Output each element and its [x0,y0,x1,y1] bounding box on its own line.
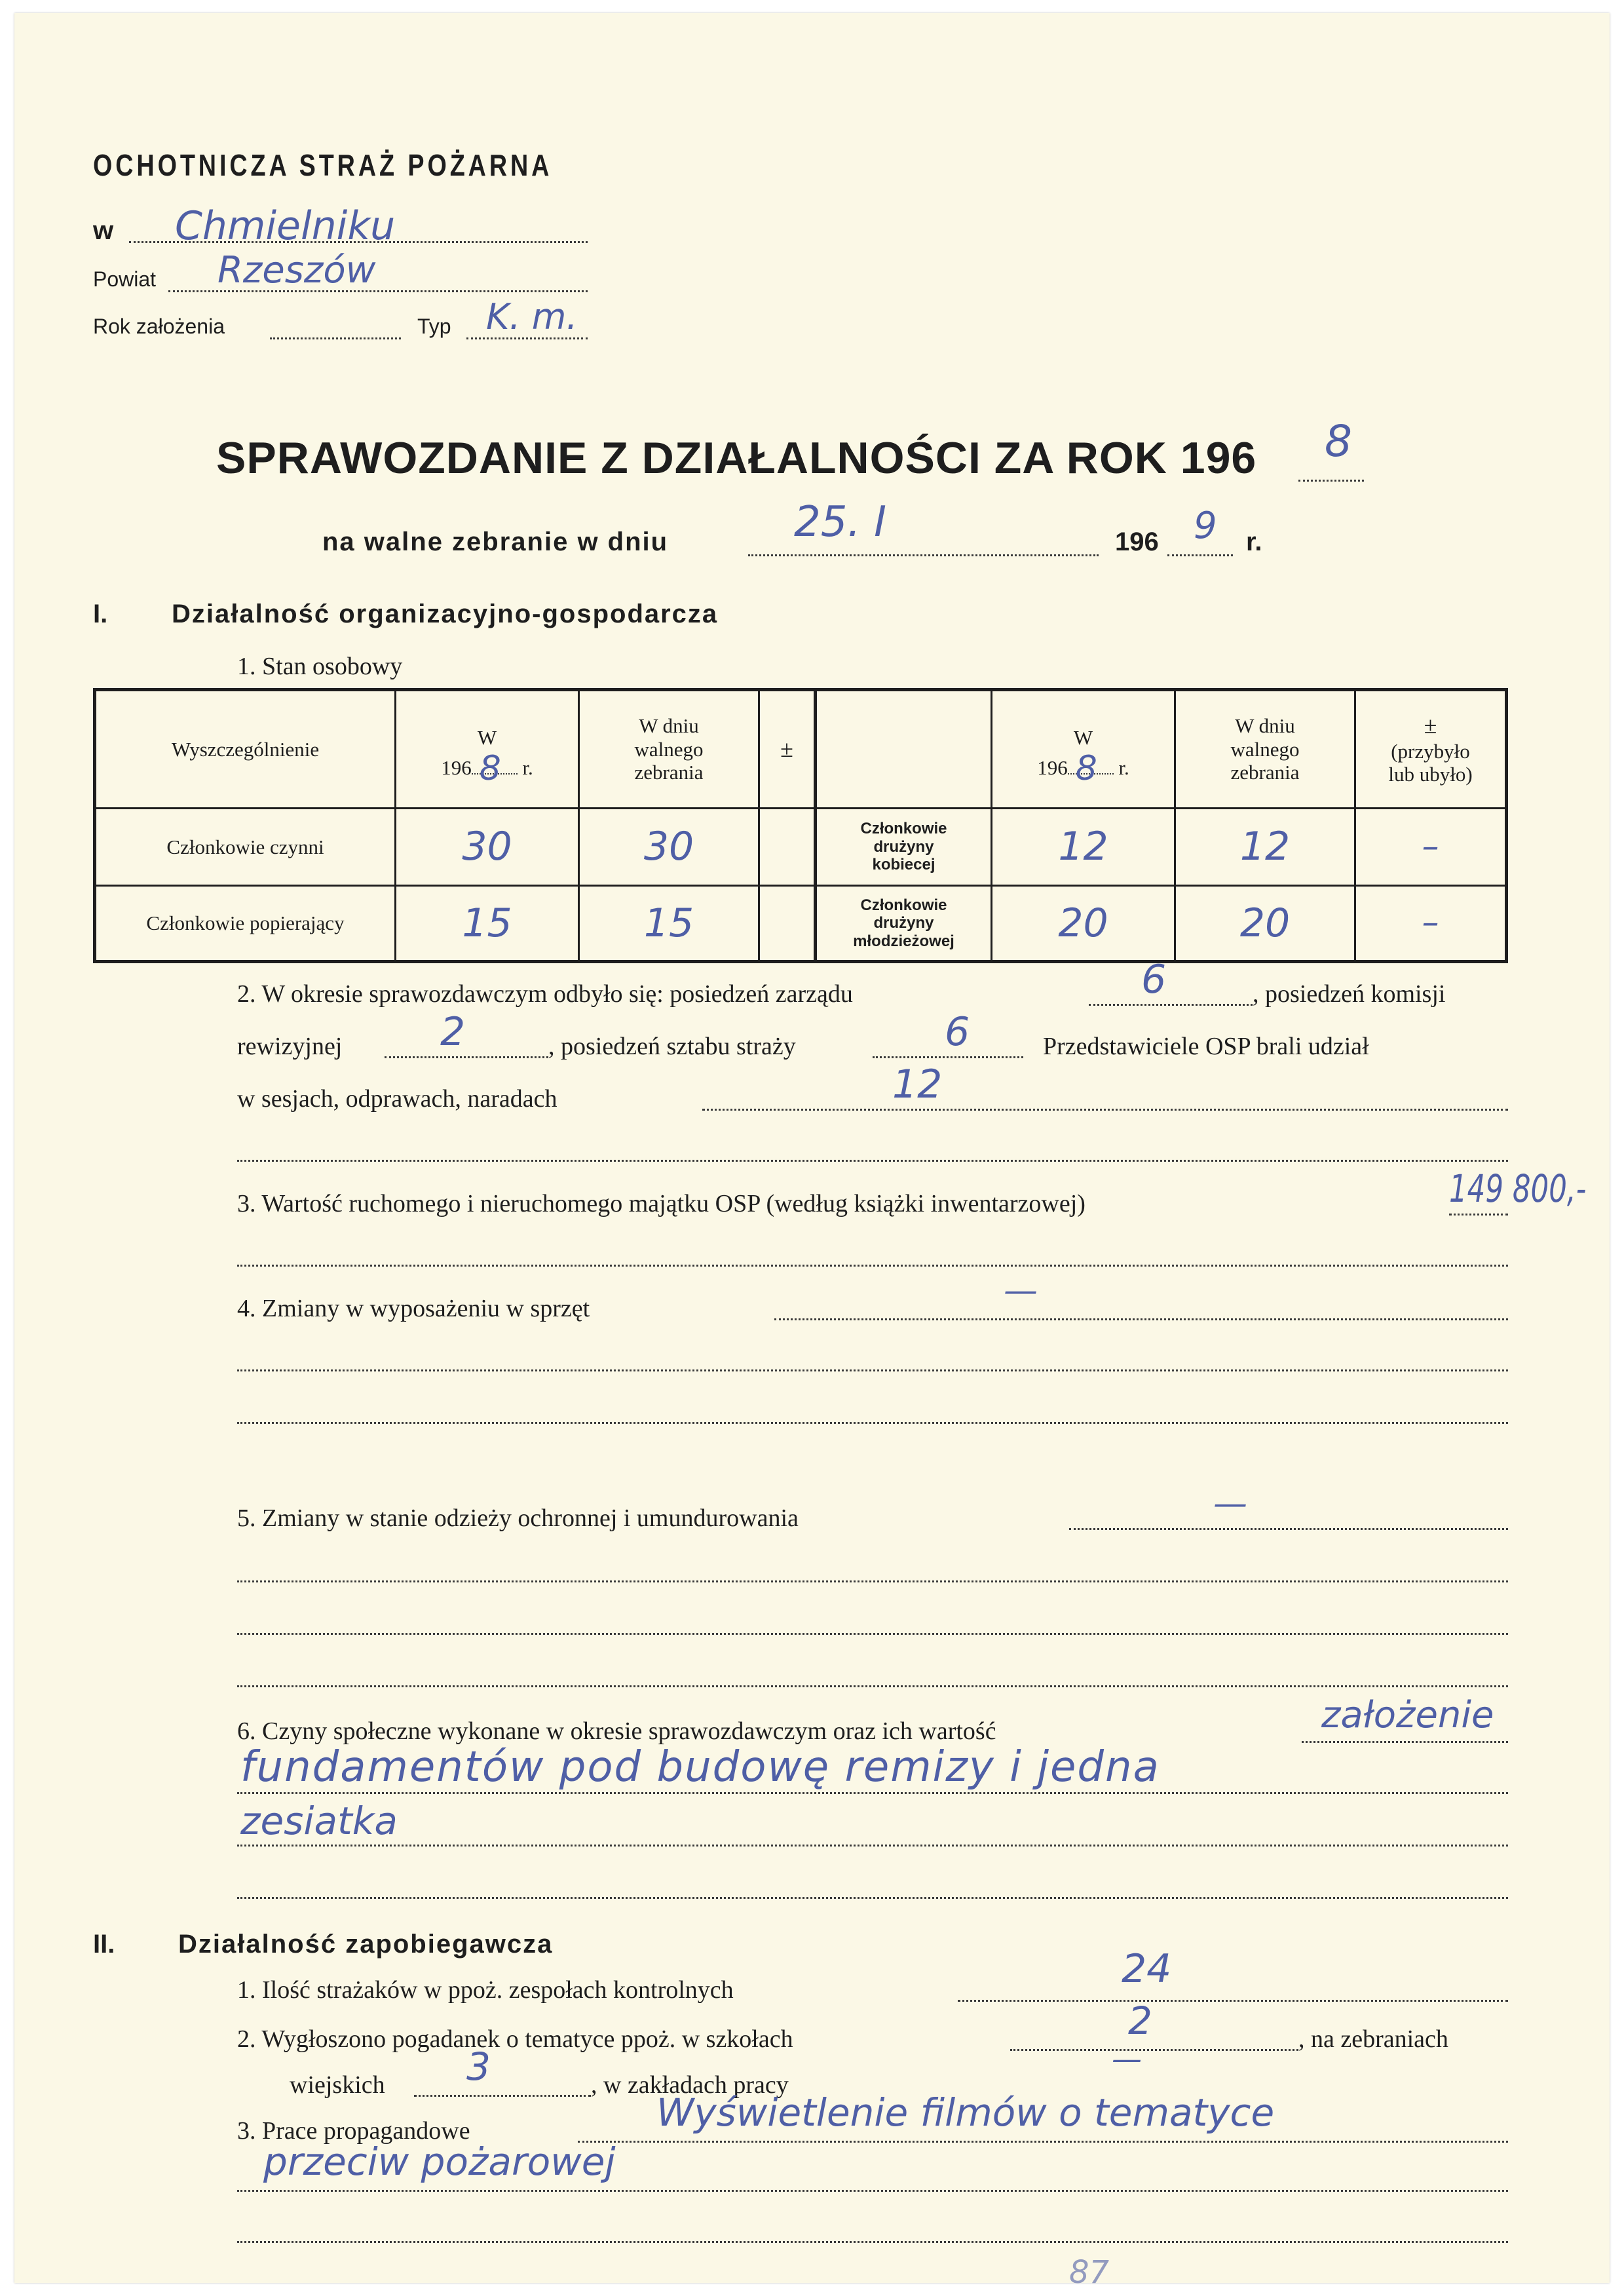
title-year-dots [1298,480,1364,482]
item-4-blank-line-1 [237,1369,1508,1371]
item-2-sztab-value: 6 [945,1009,970,1055]
item-6-line-2 [237,1792,1508,1794]
item-5-blank-line-2 [237,1633,1508,1635]
header-plus-minus-right: ± (przybyło lub ubyło) [1388,712,1473,786]
item-2-sesje-value: 12 [892,1062,943,1107]
row-czynni-w: 30 [462,824,512,870]
form-page [14,13,1610,2291]
item-3-value: 149 800,- [1449,1166,1587,1211]
section-2-zaklady-value: — [1112,2041,1142,2076]
meeting-label: na walne zebranie w dniu [322,527,669,556]
section-2-item-3-line-2 [237,2190,1508,2192]
w-value: Chmielniku [175,203,396,249]
row-popierajacy-w: 15 [462,900,512,946]
header-w-dniu-right: W dniu walnego zebrania [1230,714,1300,784]
item-4-dots [774,1318,1508,1320]
item-3-label: 3. Wartość ruchomego i nieruchomego majątku OSP (według książki inwentarzowej) [237,1190,1086,1217]
title-year-digit: 8 [1325,416,1352,467]
section-2-wiejskich-dots [414,2095,591,2097]
item-2-komisji-label: , posiedzeń komisji [1253,980,1446,1008]
section-2-item-2-zebrania-label: , na zebraniach [1298,2025,1448,2053]
meeting-year-dots [1167,554,1233,556]
typ-label: Typ [417,315,451,338]
header-plus-minus-left: ± [780,735,793,762]
section-2-wiejskich-value: 3 [466,2044,491,2089]
meeting-r: r. [1246,527,1262,556]
typ-value: K. m. [486,296,578,337]
row-kobieca-pm: – [1422,826,1439,866]
item-5-label: 5. Zmiany w stanie odzieży ochronnej i umundurowania [237,1504,799,1532]
row-mlodziezowa-w: 20 [1058,900,1108,946]
item-2-rewizyjnej-value: 2 [440,1009,466,1055]
powiat-label: Powiat [93,267,157,291]
section-1-title: Działalność organizacyjno-gospodarcza [172,600,719,628]
item-6-line-4 [237,1897,1508,1899]
item-2-przedstawiciele-label: Przedstawiciele OSP brali udział [1043,1033,1369,1060]
header-w-year-right: W 196 8 r. [1037,725,1129,788]
item-5-blank-line-1 [237,1580,1508,1582]
section-2-zaklady-label: , w zakładach pracy [591,2071,789,2099]
item-4-blank-line-2 [237,1422,1508,1424]
item-2-zarzad-dots [1089,1004,1253,1006]
item-6-label: 6. Czyny społeczne wykonane w okresie sprawozdawczym oraz ich wartość [237,1717,996,1745]
org-name: OCHOTNICZA STRAŻ POŻARNA [93,148,553,182]
item-2-sztab-dots [873,1056,1023,1058]
item-2-rewizyjnej-dots [385,1056,548,1058]
header-wyszczegolnienie: Wyszczególnienie [171,737,320,761]
item-6-dots [1302,1741,1508,1743]
item-2-blank-line [237,1160,1508,1162]
row-popierajacy-label: Członkowie popierający [146,911,345,935]
typ-dots [466,337,588,339]
meeting-date: 25. I [794,498,886,546]
row-mlodziezowa-pm: – [1422,903,1439,943]
section-2-item-2-szkoly-dots [1010,2049,1298,2051]
item-5-value: — [1213,1484,1247,1523]
section-1-number: I. [93,600,108,628]
item-5-dots [1069,1528,1508,1530]
item-6-line-3 [237,1845,1508,1846]
row-czynni-w-dniu: 30 [643,824,694,870]
meeting-year: 196 [1115,527,1159,556]
report-title: SPRAWOZDANIE Z DZIAŁALNOŚCI ZA ROK 196 [216,433,1257,483]
section-2-number: II. [93,1930,115,1959]
row-kobieca-label: Członkowie drużyny kobiecej [860,820,947,874]
item-2-rewizyjnej-label: rewizyjnej [237,1033,343,1060]
section-2-item-3-label: 3. Prace propagandowe [237,2117,470,2145]
item-6-value-3: zesiatka [240,1799,398,1843]
item-5-blank-line-3 [237,1685,1508,1687]
item-3-dots [1449,1214,1508,1215]
section-2-item-3-dots [578,2141,1508,2143]
section-2-wiejskich-label: wiejskich [290,2071,385,2099]
stan-osobowy-table [93,688,1508,963]
item-3-blank-line [237,1265,1508,1267]
item-2-sesje-label: w sesjach, odprawach, naradach [237,1085,557,1113]
item-4-value: — [1004,1271,1038,1311]
section-2-item-1-label: 1. Ilość strażaków w ppoż. zespołach kontrolnych [237,1976,734,2004]
item-2-zarzad-value: 6 [1141,957,1167,1003]
stan-osobowy-label: 1. Stan osobowy [237,653,403,680]
row-mlodziezowa-label: Członkowie drużyny młodzieżowej [853,896,954,950]
section-2-item-2-label: 2. Wygłoszono pogadanek o tematyce ppoż. w szkołach [237,2025,793,2053]
section-2-item-3-value-1: Wyświetlenie filmów o tematyce [656,2090,1275,2135]
item-2-line-1: 2. W okresie sprawozdawczym odbyło się: posiedzeń zarządu [237,980,853,1008]
item-4-label: 4. Zmiany w wyposażeniu w sprzęt [237,1295,590,1322]
meeting-year-digit: 9 [1194,505,1217,547]
section-2-item-1-value: 24 [1122,1946,1172,1992]
row-czynni-label: Członkowie czynni [166,835,324,858]
section-2-item-3-value-2: przeciw pożarowej [263,2139,616,2184]
w-label: w [93,216,114,245]
powiat-value: Rzeszów [217,249,376,292]
row-kobieca-w-dniu: 12 [1239,824,1291,870]
row-mlodziezowa-w-dniu: 20 [1239,900,1291,946]
rok-zalozenia-label: Rok założenia [93,315,225,338]
item-6-value-2: fundamentów pod budowę remizy i jedna [240,1743,1160,1791]
item-6-value-1: założenie [1321,1694,1494,1736]
row-kobieca-w: 12 [1058,824,1108,870]
item-2-sztab-label: , posiedzeń sztabu straży [548,1033,796,1060]
section-2-title: Działalność zapobiegawcza [178,1930,554,1959]
section-2-item-3-line-3 [237,2241,1508,2243]
section-2-item-2-szkoly-value: 2 [1128,1999,1152,2043]
page-mark: 87 [1069,2254,1110,2291]
rok-zalozenia-dots [270,337,401,339]
row-popierajacy-w-dniu: 15 [643,900,694,946]
header-w-dniu-left: W dniu walnego zebrania [634,714,704,784]
meeting-date-dots [748,554,1099,556]
item-2-sesje-dots [702,1109,1508,1111]
section-2-item-1-dots [958,2000,1508,2002]
header-w-year-left: W 196 8 r. [441,725,533,788]
